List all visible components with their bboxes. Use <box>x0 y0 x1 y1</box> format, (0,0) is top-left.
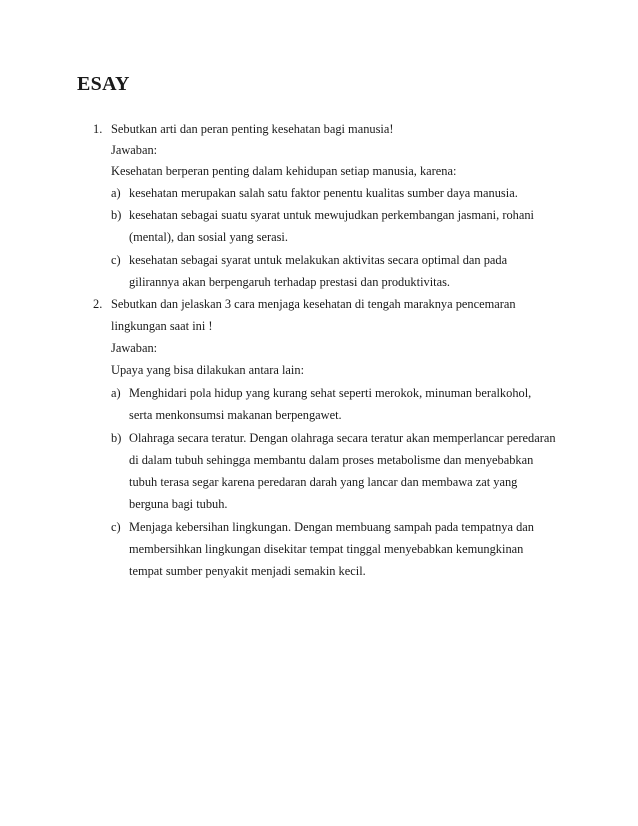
answer-intro: Kesehatan berperan penting dalam kehidupan setiap manusia, karena: <box>111 164 457 178</box>
list-item-text: membersihkan lingkungan disekitar tempat tinggal menyebabkan kemungkinan <box>129 542 524 556</box>
question-text: Sebutkan arti dan peran penting kesehatan bagi manusia! <box>111 122 394 136</box>
list-item-text: Olahraga secara teratur. Dengan olahraga secara teratur akan memperlancar peredaran <box>129 431 556 445</box>
list-item-text: Menghidari pola hidup yang kurang sehat seperti merokok, minuman beralkohol, <box>129 386 532 400</box>
question-text: lingkungan saat ini ! <box>111 319 213 333</box>
list-item-text: serta menkonsumsi makanan berpengawet. <box>129 408 342 422</box>
list-item-label: c) <box>111 253 121 267</box>
list-item-label: c) <box>111 520 121 534</box>
list-item-text: berguna bagi tubuh. <box>129 497 228 511</box>
question-number: 1. <box>93 122 103 136</box>
answer-intro: Upaya yang bisa dilakukan antara lain: <box>111 363 305 377</box>
list-item-text: kesehatan merupakan salah satu faktor penentu kualitas sumber daya manusia. <box>129 186 518 200</box>
list-item-label: a) <box>111 186 121 200</box>
list-item-text: (mental), dan sosial yang serasi. <box>129 230 288 244</box>
answer-label: Jawaban: <box>111 143 158 157</box>
list-item-label: a) <box>111 386 121 400</box>
question-text: Sebutkan dan jelaskan 3 cara menjaga kesehatan di tengah maraknya pencemaran <box>111 297 516 311</box>
answer-label: Jawaban: <box>111 341 158 355</box>
list-item-text: kesehatan sebagai syarat untuk melakukan aktivitas secara optimal dan pada <box>129 253 508 267</box>
list-item-text: tempat sumber penyakit menjadi semakin kecil. <box>129 564 366 578</box>
list-item-text: kesehatan sebagai suatu syarat untuk mewujudkan perkembangan jasmani, rohani <box>129 208 534 222</box>
list-item-label: b) <box>111 208 122 222</box>
list-item-text: di dalam tubuh sehingga membantu dalam proses metabolisme dan menyebabkan <box>129 453 534 467</box>
list-item-text: Menjaga kebersihan lingkungan. Dengan membuang sampah pada tempatnya dan <box>129 520 534 534</box>
list-item-text: tubuh terasa segar karena peredaran darah yang lancar dan membawa zat yang <box>129 475 518 489</box>
page-title: ESAY <box>77 73 130 95</box>
list-item-label: b) <box>111 431 122 445</box>
question-number: 2. <box>93 297 103 311</box>
list-item-text: gilirannya akan berpengaruh terhadap prestasi dan produktivitas. <box>129 275 451 289</box>
